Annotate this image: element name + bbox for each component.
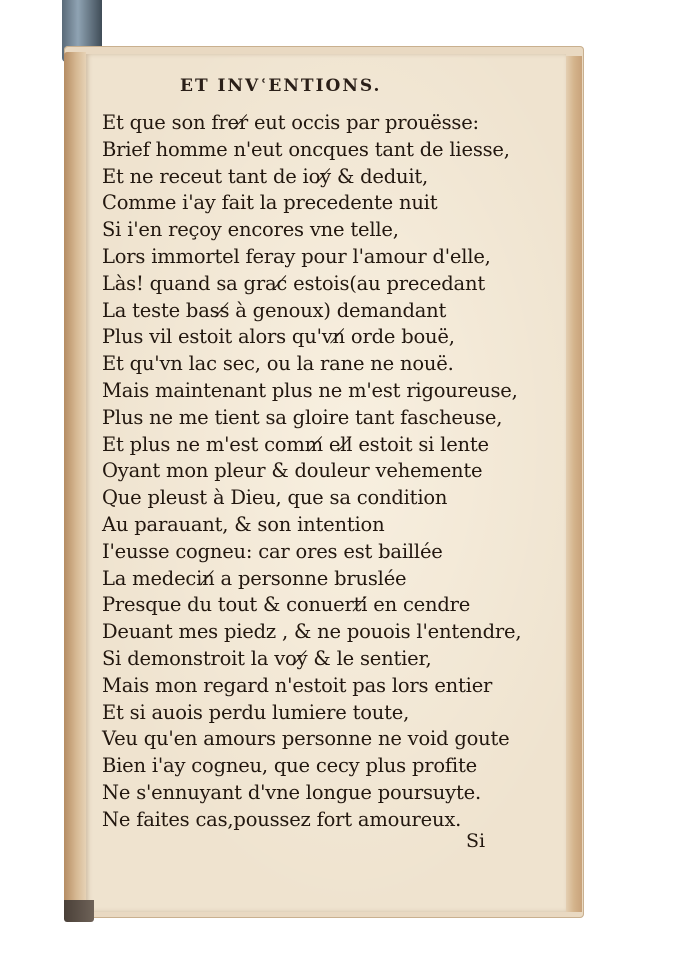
- verse-line: Veu qu'en amours personne ne void goute: [102, 727, 510, 751]
- verse-line: Presque du tout & conuerti̸ en cendre: [102, 593, 471, 617]
- verse-line: Au parauant, & son intention: [102, 512, 385, 536]
- verse-text: [102, 110, 522, 834]
- running-header: ET INVʿENTIONS.: [180, 76, 382, 96]
- verse-line: Ne s'ennuyant d'vne longue poursuyte.: [102, 780, 481, 804]
- verse-line: Et plus ne m'est comm̸ ell̸ estoit si lente: [102, 432, 489, 456]
- page-edge-right: [566, 56, 582, 912]
- verse-line: Et qu'vn lac sec, ou la rane ne nouë.: [102, 352, 454, 376]
- book-spine-bottom: [64, 900, 94, 922]
- verse-line: Et si auois perdu lumiere toute,: [102, 700, 410, 724]
- verse-line: Et ne receut tant de ioy̸ & deduit,: [102, 164, 429, 188]
- verse-line: Deuant mes piedz , & ne pouois l'entendre,: [102, 620, 522, 644]
- verse-line: Lors immortel feray pour l'amour d'elle,: [102, 244, 491, 268]
- verse-line: I'eusse cogneu: car ores est baillée: [102, 539, 443, 563]
- verse-line: Mais mon regard n'estoit pas lors entier: [102, 673, 493, 697]
- verse-line: Et que son frer̸ eut occis par prouësse:: [102, 111, 479, 134]
- verse-line: Plus vil estoit alors qu'vn̸ orde bouë,: [102, 325, 455, 349]
- verse-line: Mais maintenant plus ne m'est rigoureuse,: [102, 378, 518, 402]
- catchword: Si: [466, 830, 486, 852]
- verse-line: Ne faites cas,poussez fort amoureux.: [102, 807, 462, 831]
- verse-line: Plus ne me tient sa gloire tant fascheuse,: [102, 405, 503, 429]
- verse-line: Bien i'ay cogneu, que cecy plus profite: [102, 754, 477, 778]
- verse-line: La medecin̸ a personne bruslée: [102, 566, 407, 590]
- verse-line: Oyant mon pleur & douleur vehemente: [102, 459, 483, 483]
- verse-line: La teste bass̸ à genoux) demandant: [102, 298, 447, 322]
- verse-line: Brief homme n'eut oncques tant de liesse,: [102, 137, 510, 161]
- page-edge-left: [64, 52, 86, 912]
- verse-line: Que pleust à Dieu, que sa condition: [102, 486, 448, 510]
- verse-line: Si demonstroit la voy̸ & le sentier,: [102, 646, 432, 670]
- verse-line: Si i'en reçoy encores vne telle,: [102, 218, 399, 242]
- verse-line: Làs! quand sa grac̸ estois(au precedant: [102, 271, 485, 295]
- verse-line: Comme i'ay fait la precedente nuit: [102, 191, 438, 215]
